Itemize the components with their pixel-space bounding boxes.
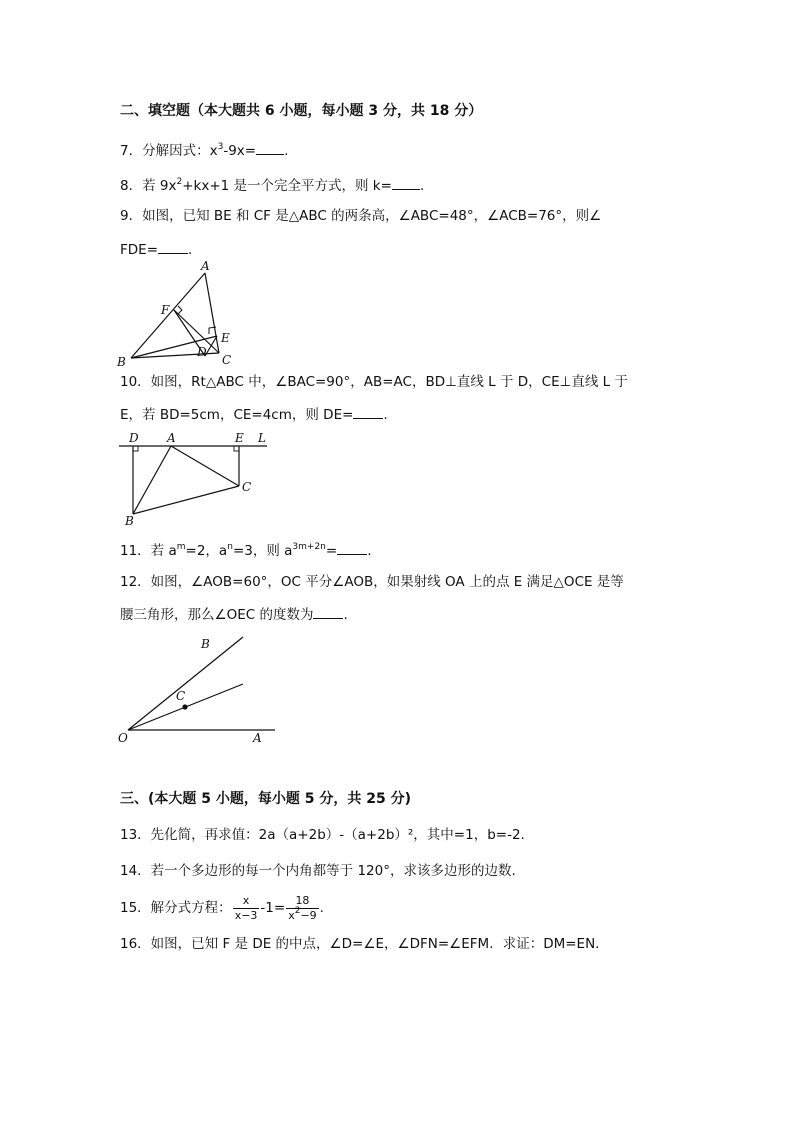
label-B: B xyxy=(117,355,126,369)
label-C: C xyxy=(222,353,232,367)
fraction-2: $\frac{18}{x^2-9}$ xyxy=(288,893,317,922)
question-7: 7．分解因式：$x^3-9x=$ . xyxy=(120,142,289,159)
label-A: A xyxy=(253,731,262,745)
question-9-line2: FDE= . xyxy=(120,242,193,258)
answer-blank[interactable] xyxy=(392,176,420,190)
label-C: C xyxy=(242,480,252,494)
question-9-line1: 9．如图，已知 BE 和 CF 是△ABC 的两条高，∠ABC=48°，∠ACB=76°，则∠ xyxy=(120,208,602,224)
question-10-line1: 10．如图，Rt△ABC 中，∠BAC=90°，AB=AC，BD⊥直线 L 于 D，CE⊥直线 L 于 xyxy=(120,374,628,390)
label-O: O xyxy=(118,731,128,745)
question-12-line2: 腰三角形，那么∠OEC 的度数为 . xyxy=(120,607,348,623)
section3-heading: 三、(本大题 5 小题，每小题 5 分，共 25 分) xyxy=(120,791,412,807)
fraction-1: $\frac{x}{x-3}$ xyxy=(234,893,258,922)
label-A: A xyxy=(167,431,176,445)
label-D: D xyxy=(197,345,207,359)
label-B: B xyxy=(125,514,134,528)
label-E: E xyxy=(235,431,244,445)
answer-blank[interactable] xyxy=(337,541,367,555)
question-16: 16．如图，已知 F 是 DE 的中点，∠D=∠E，∠DFN=∠EFM．求证：DM=EN. xyxy=(120,936,600,952)
answer-blank[interactable] xyxy=(158,240,188,254)
label-F: F xyxy=(161,303,170,317)
point-C xyxy=(182,704,187,709)
label-A: A xyxy=(201,259,210,273)
question-11: 11．若 $a^m=2$，$a^n=3$，则 $a^{3m+2n}=$ . xyxy=(120,542,372,559)
label-D: D xyxy=(129,431,139,445)
label-L: L xyxy=(258,431,266,445)
figure-q10-right-triangle xyxy=(115,428,275,532)
question-12-line1: 12．如图，∠AOB=60°，OC 平分∠AOB，如果射线 OA 上的点 E 满足△OCE 是等 xyxy=(120,574,624,590)
question-13: 13．先化简，再求值：2a（a+2b）-（a+2b）²，其中=1，b=-2. xyxy=(120,827,525,843)
figure-q9-triangle xyxy=(115,258,245,370)
answer-blank[interactable] xyxy=(353,405,383,419)
figure-q12-angle xyxy=(115,632,280,748)
question-15: 15．解分式方程： $\frac{x}{x-3}$ -1= $\frac{18}{x^2-9}$ . xyxy=(120,893,324,922)
answer-blank[interactable] xyxy=(256,141,284,155)
answer-blank[interactable] xyxy=(313,605,343,619)
label-C: C xyxy=(176,689,186,703)
question-8: 8．若 $9x^2+kx+1$ 是一个完全平方式，则 k= . xyxy=(120,177,425,194)
label-E: E xyxy=(221,331,230,345)
question-14: 14．若一个多边形的每一个内角都等于 120°，求该多边形的边数. xyxy=(120,863,516,879)
section2-heading: 二、填空题（本大题共 6 小题，每小题 3 分，共 18 分） xyxy=(120,103,483,119)
label-B: B xyxy=(201,637,210,651)
question-10-line2: E，若 BD=5cm，CE=4cm，则 DE= . xyxy=(120,407,388,423)
